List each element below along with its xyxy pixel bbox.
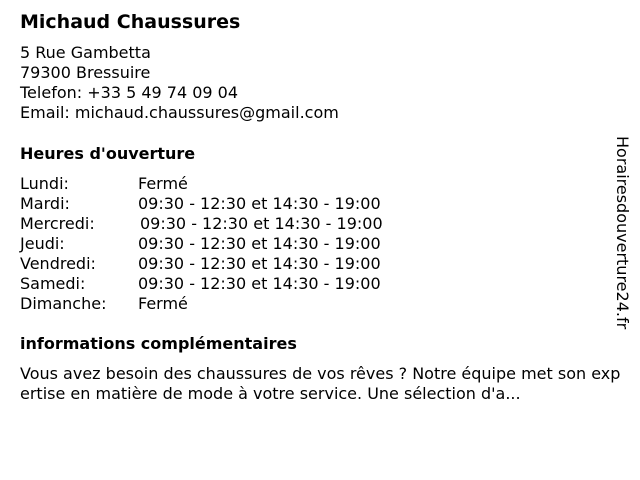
hours-day: Lundi: <box>20 174 69 193</box>
hours-time: 09:30 - 12:30 et 14:30 - 19:00 <box>138 194 381 213</box>
hours-time: 09:30 - 12:30 et 14:30 - 19:00 <box>138 234 381 253</box>
opening-hours-heading: Heures d'ouverture <box>20 144 196 163</box>
additional-info-heading: informations complémentaires <box>20 334 297 353</box>
store-street: 5 Rue Gambetta <box>20 43 151 62</box>
hours-day: Mardi: <box>20 194 70 213</box>
store-description: Vous avez besoin des chaussures de vos rêves ? Notre équipe met son expertise en matière de mode à votre service. Une sélection d'a... <box>20 364 621 403</box>
store-email: Email: michaud.chaussures@gmail.com <box>20 103 339 122</box>
hours-day: Samedi: <box>20 274 86 293</box>
hours-time: 09:30 - 12:30 et 14:30 - 19:00 <box>138 254 381 273</box>
hours-day: Dimanche: <box>20 294 107 313</box>
hours-time: 09:30 - 12:30 et 14:30 - 19:00 <box>138 274 381 293</box>
site-watermark <box>612 136 632 376</box>
hours-day: Vendredi: <box>20 254 96 273</box>
hours-time: Fermé <box>138 294 188 313</box>
watermark-text: Horairesdouverture24.fr <box>613 136 632 330</box>
store-phone: Telefon: +33 5 49 74 09 04 <box>20 83 239 102</box>
hours-time: Fermé <box>138 174 188 193</box>
hours-day: Mercredi: <box>20 214 95 233</box>
store-city: 79300 Bressuire <box>20 63 151 82</box>
hours-time: 09:30 - 12:30 et 14:30 - 19:00 <box>140 214 383 233</box>
store-address-block <box>20 43 339 123</box>
store-name: Michaud Chaussures <box>20 11 241 33</box>
hours-day: Jeudi: <box>20 234 65 253</box>
